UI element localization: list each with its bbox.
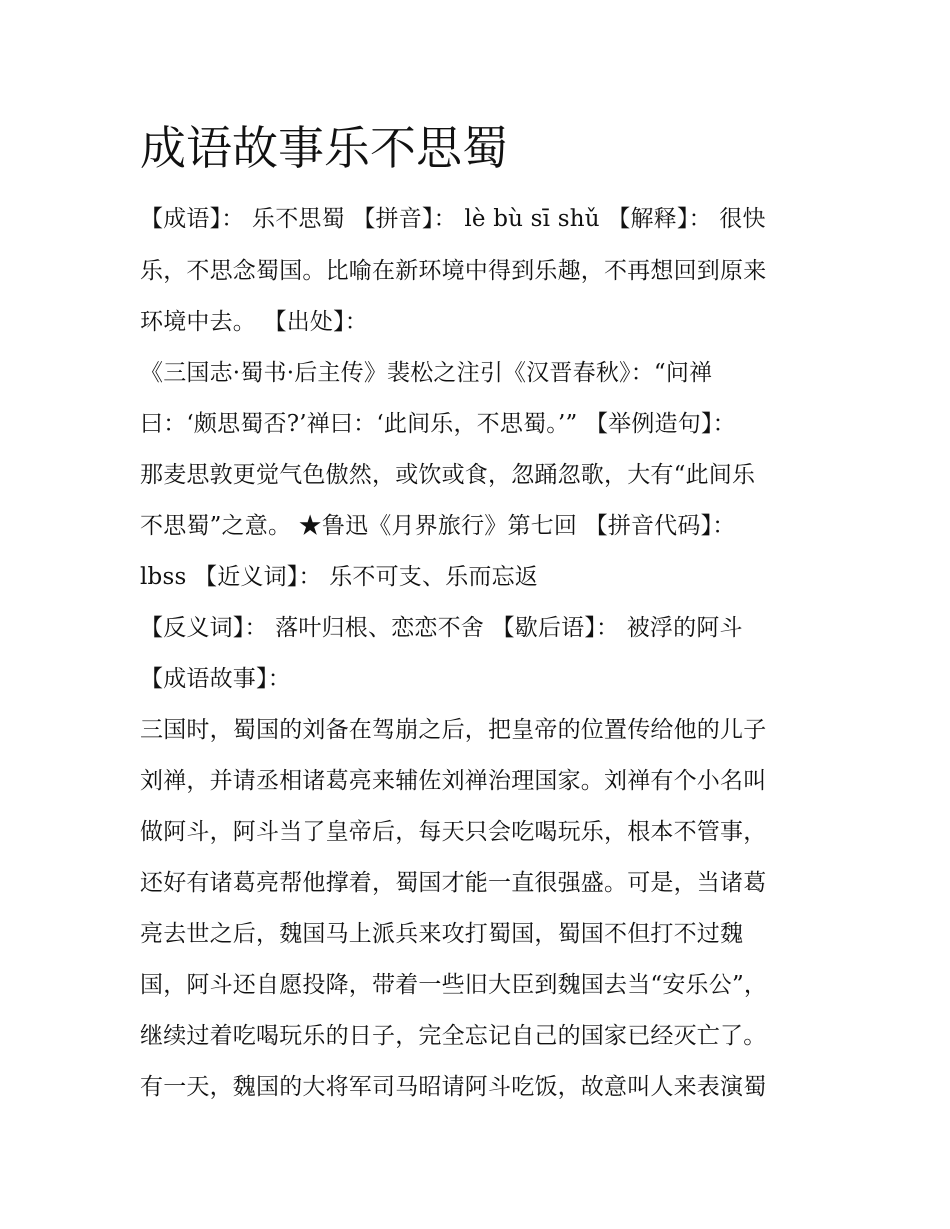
document-title: 成语故事乐不思蜀	[140, 121, 508, 175]
text-line: 还好有诸葛亮帮他撑着，蜀国才能一直很强盛。可是，当诸葛	[140, 870, 767, 896]
text-line: 那麦思敦更觉气色傲然，或饮或食，忽踊忽歌，大有“此间乐	[140, 462, 756, 488]
text-line: 【反义词】： 落叶归根、恋恋不舍 【歇后语】： 被浮的阿斗	[140, 615, 743, 641]
text-line: 环境中去。 【出处】：	[140, 309, 369, 335]
text-line: 不思蜀”之意。 ★鲁迅《月界旅行》第七回 【拼音代码】：	[140, 513, 736, 539]
text-line: 做阿斗，阿斗当了皇帝后，每天只会吃喝玩乐，根本不管事，	[140, 819, 767, 845]
text-line: 曰：‘颇思蜀否?’禅曰：‘此间乐，不思蜀。’” 【举例造句】：	[140, 411, 736, 437]
text-line: 国，阿斗还自愿投降，带着一些旧大臣到魏国去当“安乐公”，	[140, 972, 768, 998]
text-line: 乐，不思念蜀国。比喻在新环境中得到乐趣，不再想回到原来	[140, 258, 767, 284]
text-line: 亮去世之后，魏国马上派兵来攻打蜀国，蜀国不但打不过魏	[140, 921, 744, 947]
section-heading: 【成语故事】：	[140, 666, 291, 692]
text-line: 继续过着吃喝玩乐的日子，完全忘记自己的国家已经灭亡了。	[140, 1023, 767, 1049]
text-line: 【成语】： 乐不思蜀 【拼音】： lè bù sī shǔ 【解释】： 很快	[140, 206, 766, 232]
text-line: lbss 【近义词】： 乐不可支、乐而忘返	[140, 564, 539, 590]
text-line: 有一天，魏国的大将军司马昭请阿斗吃饭，故意叫人来表演蜀	[140, 1074, 767, 1100]
text-line: 《三国志·蜀书·后主传》裴松之注引《汉晋春秋》：“问禅	[140, 360, 713, 386]
text-line: 刘禅，并请丞相诸葛亮来辅佐刘禅治理国家。刘禅有个小名叫	[140, 768, 767, 794]
text-line: 三国时，蜀国的刘备在驾崩之后，把皇帝的位置传给他的儿子	[140, 717, 767, 743]
